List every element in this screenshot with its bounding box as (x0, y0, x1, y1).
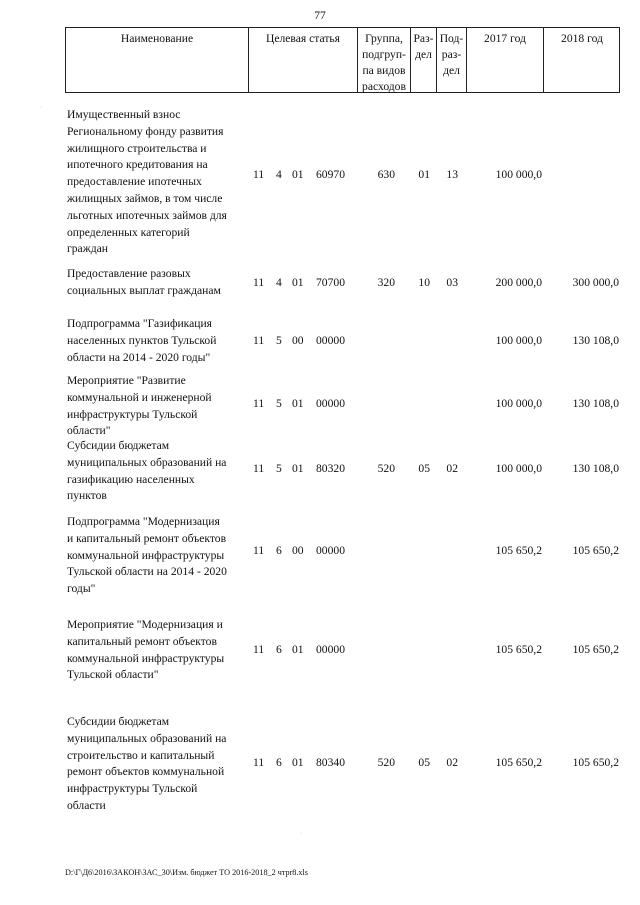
code-3: 00 (292, 334, 304, 347)
amount-2018: 130 108,0 (572, 462, 619, 475)
code-3: 01 (292, 168, 304, 181)
amount-2018: 105 650,2 (572, 756, 619, 769)
code-4: 00000 (316, 334, 345, 347)
section-code: 05 (418, 756, 430, 769)
header-section: Раз- дел (413, 32, 434, 61)
code-1: 11 (253, 756, 265, 769)
code-2: 4 (276, 276, 282, 289)
code-4: 80340 (316, 756, 345, 769)
code-4: 00000 (316, 397, 345, 410)
code-2: 6 (276, 544, 282, 557)
header-group: Группа, подгруп- па видов расходов (362, 32, 406, 93)
group-code: 320 (377, 276, 395, 289)
code-4: 00000 (316, 544, 345, 557)
scan-mark: · (300, 831, 302, 837)
row-name: Подпрограмма "Газификация населенных пунктов Тульской области на 2014 - 2020 годы" (67, 317, 217, 364)
group-code: 520 (377, 462, 395, 475)
page-number: 77 (314, 9, 326, 22)
code-3: 01 (292, 397, 304, 410)
code-2: 5 (276, 462, 282, 475)
code-4: 00000 (316, 643, 345, 656)
amount-2018: 105 650,2 (572, 544, 619, 557)
code-3: 01 (292, 643, 304, 656)
code-2: 5 (276, 334, 282, 347)
amount-2017: 200 000,0 (495, 276, 542, 289)
code-2: 6 (276, 643, 282, 656)
row-name: Имущественный взнос Региональному фонду развития жилищного строительства и ипотечного кредитования на предоставление ипотечных жилищных займов, в том числе льготных ипотечных займов для определенных категорий граждан (67, 108, 227, 256)
row-name: Мероприятие "Развитие коммунальной и инженерной инфраструктуры Тульской области" (67, 374, 212, 438)
row-name: Подпрограмма "Модернизация и капитальный ремонт объектов коммунальной инфраструктуры Тульской области на 2014 - 2020 годы" (67, 515, 227, 596)
amount-2018: 130 108,0 (572, 397, 619, 410)
subsection-code: 03 (446, 276, 458, 289)
amount-2017: 100 000,0 (495, 397, 542, 410)
row-name: Мероприятие "Модернизация и капитальный ремонт объектов коммунальной инфраструктуры Тульской области" (67, 618, 225, 682)
section-code: 05 (418, 462, 430, 475)
subsection-code: 02 (446, 756, 458, 769)
amount-2017: 100 000,0 (495, 168, 542, 181)
code-1: 11 (253, 462, 265, 475)
row-name: Субсидии бюджетам муниципальных образований на газификацию населенных пунктов (67, 439, 227, 503)
amount-2018: 300 000,0 (572, 276, 619, 289)
code-3: 01 (292, 462, 304, 475)
header-target: Целевая статья (265, 32, 341, 45)
header-name: Наименование (120, 32, 194, 45)
scan-mark: · (40, 105, 42, 111)
header-2018: 2018 год (561, 32, 603, 45)
group-code: 520 (377, 756, 395, 769)
code-1: 11 (253, 643, 265, 656)
amount-2017: 105 650,2 (495, 643, 542, 656)
amount-2018: 130 108,0 (572, 334, 619, 347)
code-1: 11 (253, 397, 265, 410)
section-code: 10 (418, 276, 430, 289)
row-name: Субсидии бюджетам муниципальных образований на строительство и капитальный ремонт объектов коммунальной инфраструктуры Тульской области (67, 715, 227, 812)
code-1: 11 (253, 168, 265, 181)
code-2: 6 (276, 756, 282, 769)
header-subsection: Под- раз- дел (439, 32, 464, 77)
code-3: 01 (292, 756, 304, 769)
code-2: 5 (276, 397, 282, 410)
amount-2017: 100 000,0 (495, 334, 542, 347)
row-name: Предоставление разовых социальных выплат гражданам (67, 267, 221, 297)
code-1: 11 (253, 276, 265, 289)
amount-2018: 105 650,2 (572, 643, 619, 656)
code-1: 11 (253, 544, 265, 557)
code-2: 4 (276, 168, 282, 181)
code-4: 80320 (316, 462, 345, 475)
amount-2017: 105 650,2 (495, 756, 542, 769)
subsection-code: 02 (446, 462, 458, 475)
code-3: 01 (292, 276, 304, 289)
amount-2017: 100 000,0 (495, 462, 542, 475)
code-4: 70700 (316, 276, 345, 289)
code-3: 00 (292, 544, 304, 557)
code-1: 11 (253, 334, 265, 347)
header-2017: 2017 год (484, 32, 526, 45)
group-code: 630 (377, 168, 395, 181)
section-code: 01 (418, 168, 430, 181)
subsection-code: 13 (446, 168, 458, 181)
file-path-footer: D:\Г\Д6\2016\ЗАКОН\ЗАС_30\Изм. бюджет ТО 2016-2018_2 чтpr8.xls (65, 868, 308, 877)
amount-2017: 105 650,2 (495, 544, 542, 557)
code-4: 60970 (316, 168, 345, 181)
